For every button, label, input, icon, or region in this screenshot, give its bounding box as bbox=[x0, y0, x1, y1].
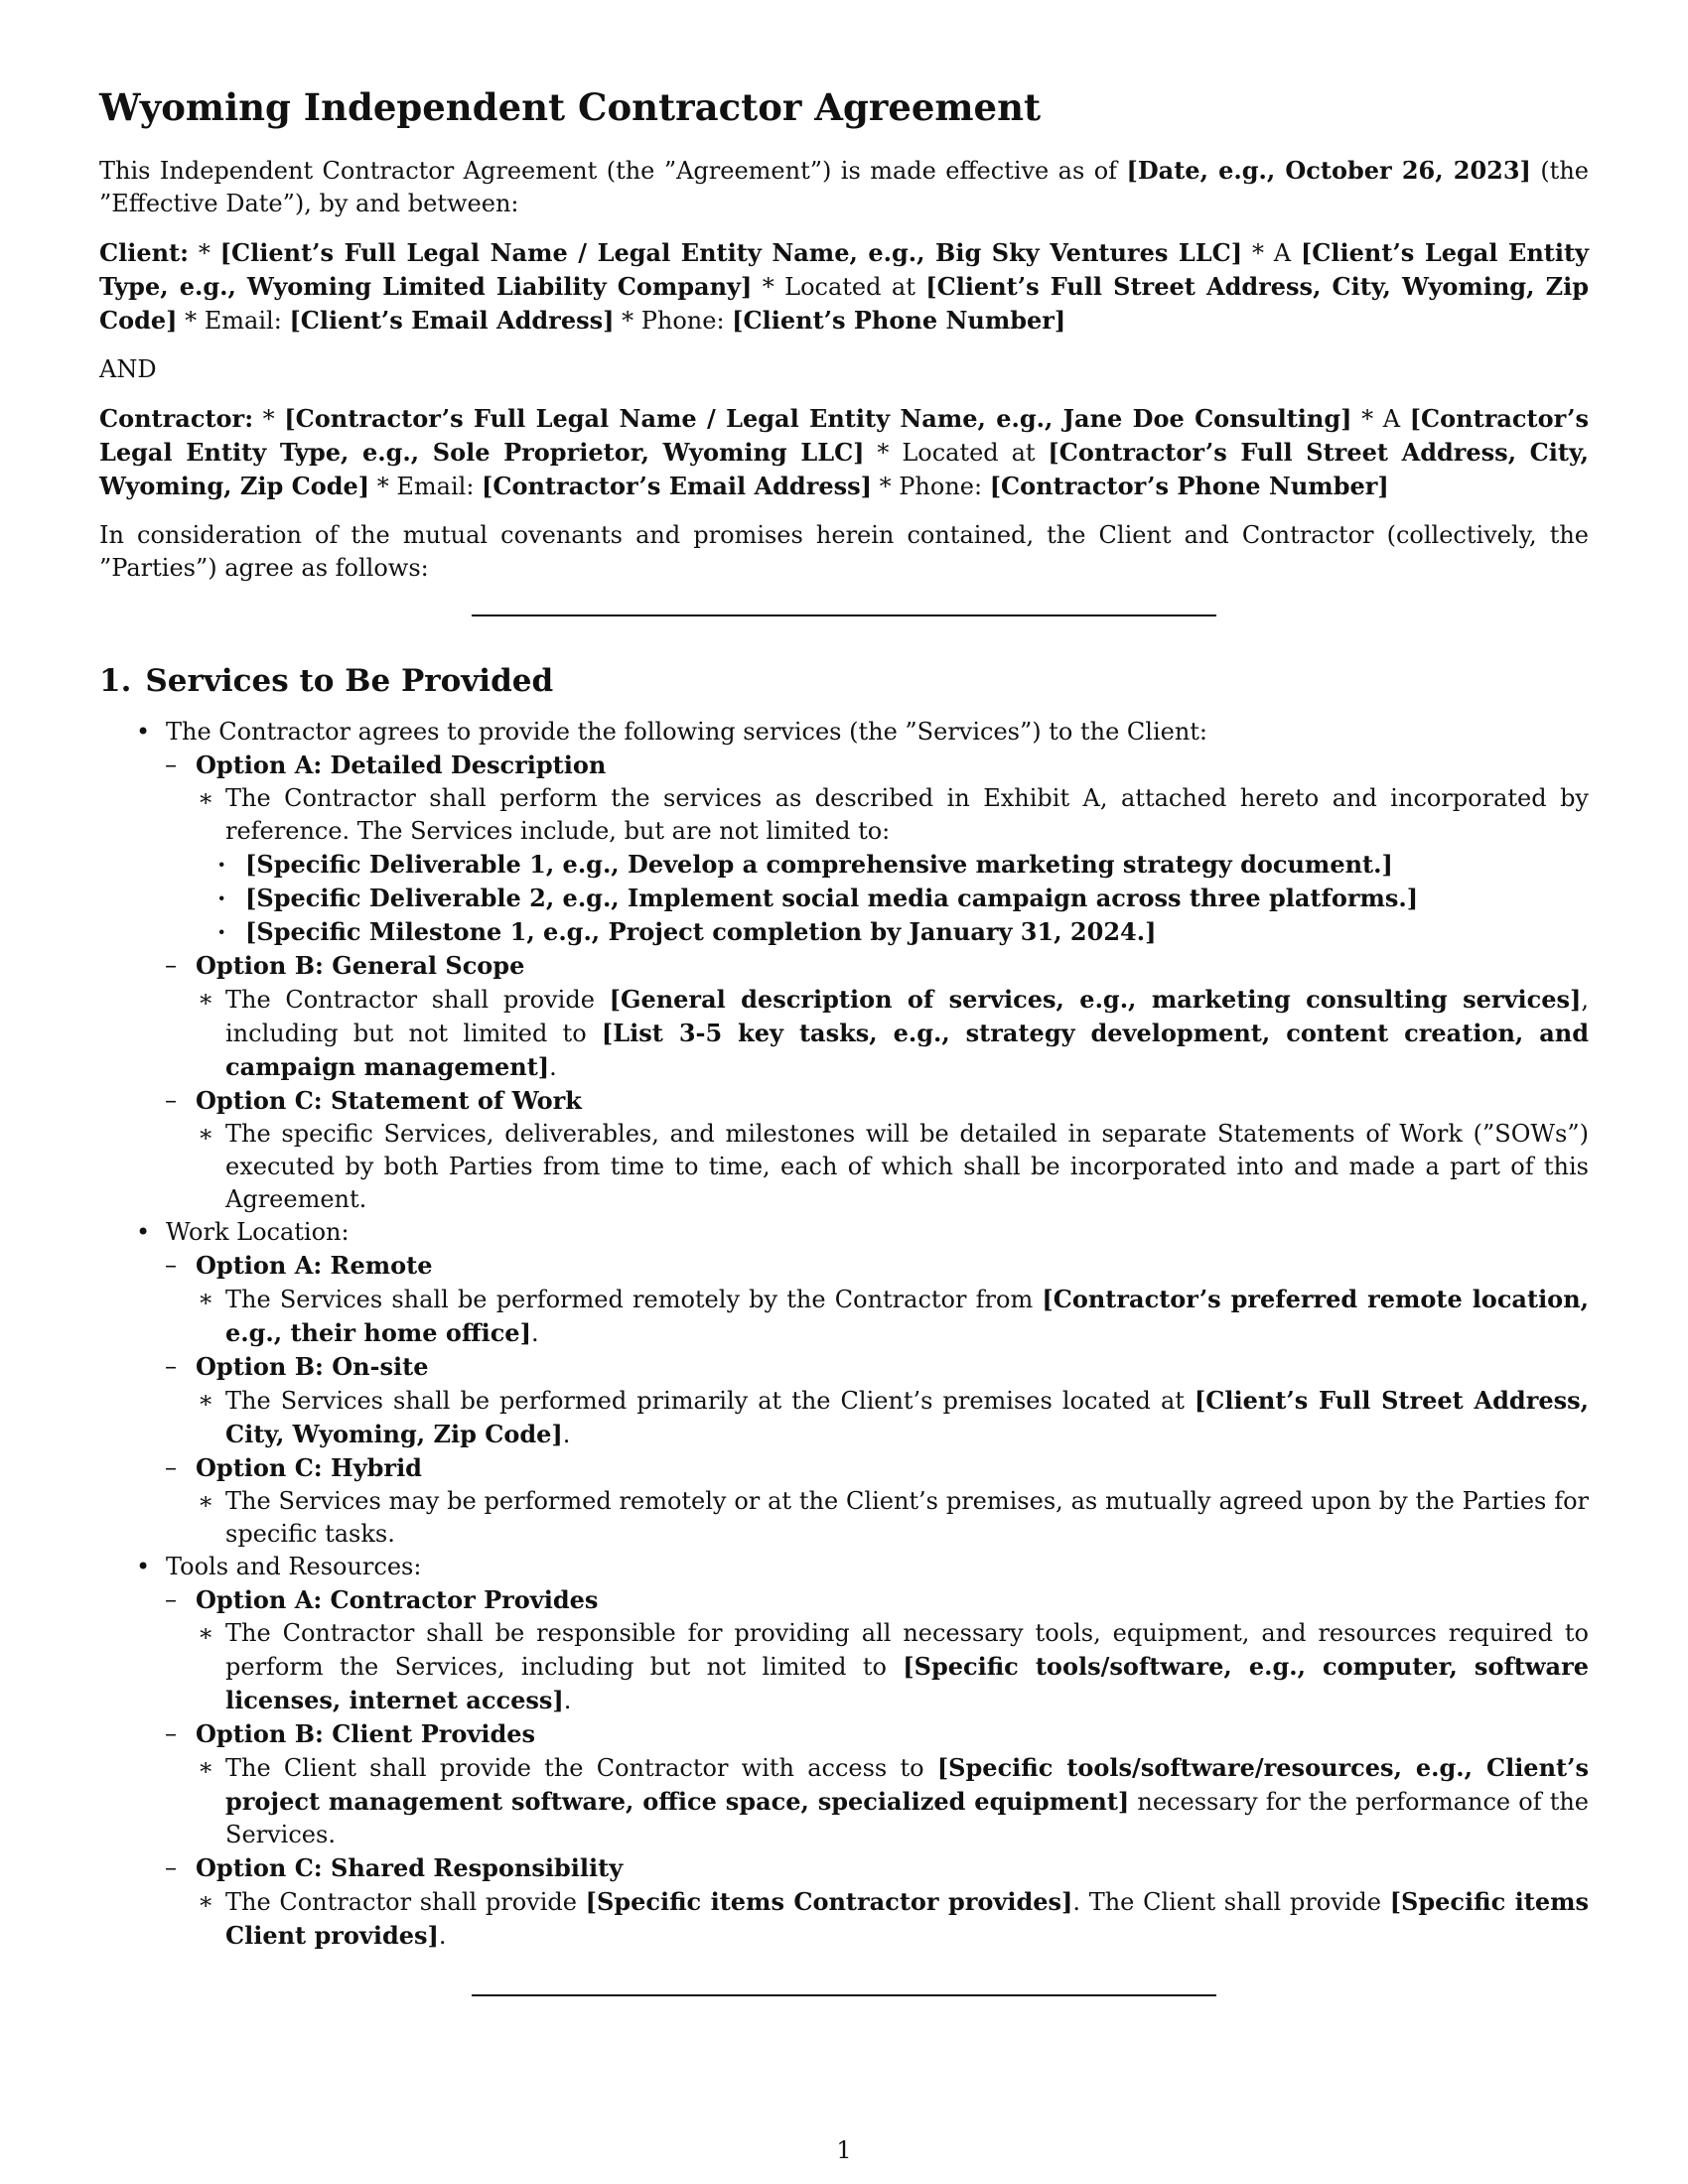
option-text: The Services shall be performed remotely by the Contractor from bbox=[225, 1285, 1043, 1313]
placeholder-text: [Specific items Client provides] bbox=[225, 1886, 1590, 1950]
horizontal-rule bbox=[472, 614, 1216, 616]
option-detail-list bbox=[196, 1384, 1589, 1451]
contractor-text: * Phone: bbox=[872, 472, 990, 500]
section-number: 1. bbox=[99, 662, 132, 699]
list-item bbox=[99, 716, 1589, 1216]
contractor-address-placeholder: [Contractor’s Full Street Address, City, Wyoming, Zip Code] bbox=[99, 437, 1589, 500]
option-detail bbox=[176, 1885, 1589, 1953]
option-text: The Contractor shall be responsible for providing all necessary tools, equipment, and resources required to perform the Services, including but not limited to bbox=[225, 1618, 1589, 1681]
option-text: . bbox=[549, 1052, 557, 1081]
option-detail bbox=[176, 1751, 1589, 1851]
client-email-placeholder: [Client’s Email Address] bbox=[289, 305, 615, 335]
intro-text: (the ”Effective Date”), by and between: bbox=[99, 156, 1589, 217]
option-text: The specific Services, deliverables, and milestones will be detailed in separate Statements of Work (”SOWs”) executed by both Parties from time to time, each of which shall be incorporated into and made a part of this Agreement. bbox=[225, 1119, 1589, 1213]
client-text: * A bbox=[1242, 238, 1301, 267]
option-detail-list bbox=[196, 983, 1589, 1084]
placeholder-text: [Client’s Full Street Address, City, Wyoming, Zip Code] bbox=[225, 1385, 1589, 1448]
option-list bbox=[166, 1583, 1589, 1953]
contractor-block bbox=[99, 402, 1589, 503]
option-detail bbox=[176, 1283, 1589, 1350]
deliverable-text: [Specific Deliverable 2, e.g., Implement social media campaign across three platforms.] bbox=[245, 883, 1419, 912]
option-detail bbox=[176, 983, 1589, 1084]
option-label: Option A: Contractor Provides bbox=[196, 1584, 599, 1614]
contractor-text: * A bbox=[1351, 404, 1410, 433]
placeholder-text: [List 3-5 key tasks, e.g., strategy development, content creation, and campaign management] bbox=[225, 1018, 1589, 1081]
option-item bbox=[134, 1249, 1589, 1350]
page-number: 1 bbox=[836, 2136, 852, 2164]
option-detail-list bbox=[196, 782, 1589, 949]
horizontal-rule bbox=[472, 1994, 1216, 1996]
option-item bbox=[134, 1451, 1589, 1551]
deliverable-text: [Specific Deliverable 1, e.g., Develop a comprehensive marketing strategy document.] bbox=[245, 849, 1393, 879]
option-label: Option C: Hybrid bbox=[196, 1452, 422, 1482]
list-item bbox=[99, 1216, 1589, 1551]
contractor-label: Contractor: bbox=[99, 403, 254, 433]
option-detail bbox=[176, 1118, 1589, 1216]
option-text: . bbox=[530, 1318, 539, 1347]
placeholder-text: [Specific items Contractor provides] bbox=[585, 1886, 1073, 1916]
client-address-placeholder: [Client’s Full Street Address, City, Wyoming, Zip Code] bbox=[99, 271, 1589, 335]
deliverable-text: [Specific Milestone 1, e.g., Project completion by January 31, 2024.] bbox=[245, 916, 1157, 946]
option-text: The Client shall provide the Contractor with access to bbox=[225, 1753, 937, 1782]
option-label: Option A: Remote bbox=[196, 1250, 433, 1280]
placeholder-text: [Contractor’s preferred remote location, e.g., their home office] bbox=[225, 1284, 1589, 1347]
option-text: . The Client shall provide bbox=[1072, 1887, 1390, 1916]
option-detail bbox=[176, 1617, 1589, 1717]
deliverable-item bbox=[196, 915, 1589, 949]
contractor-text: * Located at bbox=[864, 438, 1049, 467]
option-item bbox=[134, 1717, 1589, 1851]
option-item bbox=[134, 1084, 1589, 1216]
option-detail-list bbox=[196, 1485, 1589, 1551]
client-label: Client: bbox=[99, 237, 189, 267]
contractor-entity-placeholder: [Contractor’s Legal Entity Type, e.g., Sole Proprietor, Wyoming LLC] bbox=[99, 403, 1589, 467]
option-text: necessary for the performance of the Services. bbox=[225, 1787, 1590, 1848]
option-detail bbox=[176, 1485, 1589, 1551]
consideration-paragraph: In consideration of the mutual covenants and promises herein contained, the Client and Contractor (collectively, the ”Parties”) agree as follows: bbox=[99, 520, 1589, 582]
document-page bbox=[99, 87, 1589, 1996]
option-label: Option C: Statement of Work bbox=[196, 1085, 582, 1115]
option-item bbox=[134, 1851, 1589, 1953]
client-text: * Email: bbox=[177, 306, 290, 335]
client-block bbox=[99, 236, 1589, 338]
option-label: Option A: Detailed Description bbox=[196, 750, 607, 779]
option-item bbox=[134, 949, 1589, 1084]
client-text: * Phone: bbox=[614, 306, 733, 335]
intro-text: This Independent Contractor Agreement (the ”Agreement”) is made effective as of bbox=[99, 156, 1127, 185]
option-text: . bbox=[563, 1686, 572, 1714]
option-label: Option C: Shared Responsibility bbox=[196, 1852, 624, 1882]
option-item bbox=[134, 1350, 1589, 1451]
client-entity-placeholder: [Client’s Legal Entity Type, e.g., Wyoming Limited Liability Company] bbox=[99, 237, 1590, 301]
option-text: The Contractor shall provide bbox=[225, 985, 610, 1014]
client-name-placeholder: [Client’s Full Legal Name / Legal Entity Name, e.g., Big Sky Ventures LLC] bbox=[219, 237, 1243, 267]
contractor-phone-placeholder: [Contractor’s Phone Number] bbox=[989, 471, 1389, 500]
deliverables-list bbox=[225, 848, 1589, 949]
list-item bbox=[99, 1551, 1589, 1953]
option-detail-list bbox=[196, 1283, 1589, 1350]
client-phone-placeholder: [Client’s Phone Number] bbox=[732, 305, 1066, 335]
services-intro: The Contractor agrees to provide the following services (the ”Services”) to the Client: bbox=[166, 717, 1208, 746]
option-list bbox=[166, 1249, 1589, 1551]
option-detail bbox=[176, 782, 1589, 949]
option-text: The Contractor shall perform the services as described in Exhibit A, attached hereto and incorporated by reference. The Services include, but are not limited to: bbox=[225, 783, 1589, 845]
work-location-intro: Work Location: bbox=[166, 1217, 350, 1246]
services-list bbox=[99, 716, 1589, 1953]
option-label: Option B: On-site bbox=[196, 1351, 429, 1381]
option-text: . bbox=[438, 1921, 447, 1950]
client-text: * Located at bbox=[752, 272, 926, 301]
and-separator: AND bbox=[99, 354, 157, 383]
option-text: The Contractor shall provide bbox=[225, 1887, 586, 1916]
document-title: Wyoming Independent Contractor Agreement bbox=[99, 85, 1042, 129]
section-title: Services to Be Provided bbox=[145, 662, 554, 699]
option-text: The Services shall be performed primarily at the Client’s premises located at bbox=[225, 1386, 1195, 1415]
placeholder-text: [Specific tools/software/resources, e.g., Client’s project management software, office space, specialized equipment] bbox=[225, 1752, 1589, 1816]
option-text: The Services may be performed remotely or at the Client’s premises, as mutually agreed upon by the Parties for specific tasks. bbox=[225, 1486, 1589, 1548]
tools-intro: Tools and Resources: bbox=[166, 1552, 422, 1580]
option-text: . bbox=[562, 1420, 571, 1448]
option-label: Option B: Client Provides bbox=[196, 1718, 536, 1748]
option-item bbox=[134, 749, 1589, 949]
contractor-text: * bbox=[253, 404, 285, 433]
option-detail-list bbox=[196, 1617, 1589, 1717]
placeholder-text: [Specific tools/software, e.g., computer, software licenses, internet access] bbox=[225, 1651, 1589, 1714]
section-heading bbox=[99, 664, 1589, 698]
option-item bbox=[134, 1583, 1589, 1717]
contractor-name-placeholder: [Contractor’s Full Legal Name / Legal Entity Name, e.g., Jane Doe Consulting] bbox=[284, 403, 1352, 433]
contractor-email-placeholder: [Contractor’s Email Address] bbox=[482, 471, 872, 500]
placeholder-text: [General description of services, e.g., marketing consulting services] bbox=[609, 984, 1582, 1014]
effective-date-placeholder: [Date, e.g., October 26, 2023] bbox=[1126, 155, 1531, 185]
deliverable-item bbox=[196, 882, 1589, 915]
option-detail-list bbox=[196, 1751, 1589, 1851]
client-text: * bbox=[189, 238, 220, 267]
option-detail-list bbox=[196, 1885, 1589, 1953]
option-text: , including but not limited to bbox=[225, 985, 1590, 1047]
option-list bbox=[166, 749, 1589, 1216]
option-detail-list bbox=[196, 1118, 1589, 1216]
option-detail bbox=[176, 1384, 1589, 1451]
deliverable-item bbox=[196, 848, 1589, 882]
contractor-text: * Email: bbox=[369, 472, 483, 500]
intro-paragraph bbox=[99, 154, 1589, 220]
option-label: Option B: General Scope bbox=[196, 950, 525, 980]
